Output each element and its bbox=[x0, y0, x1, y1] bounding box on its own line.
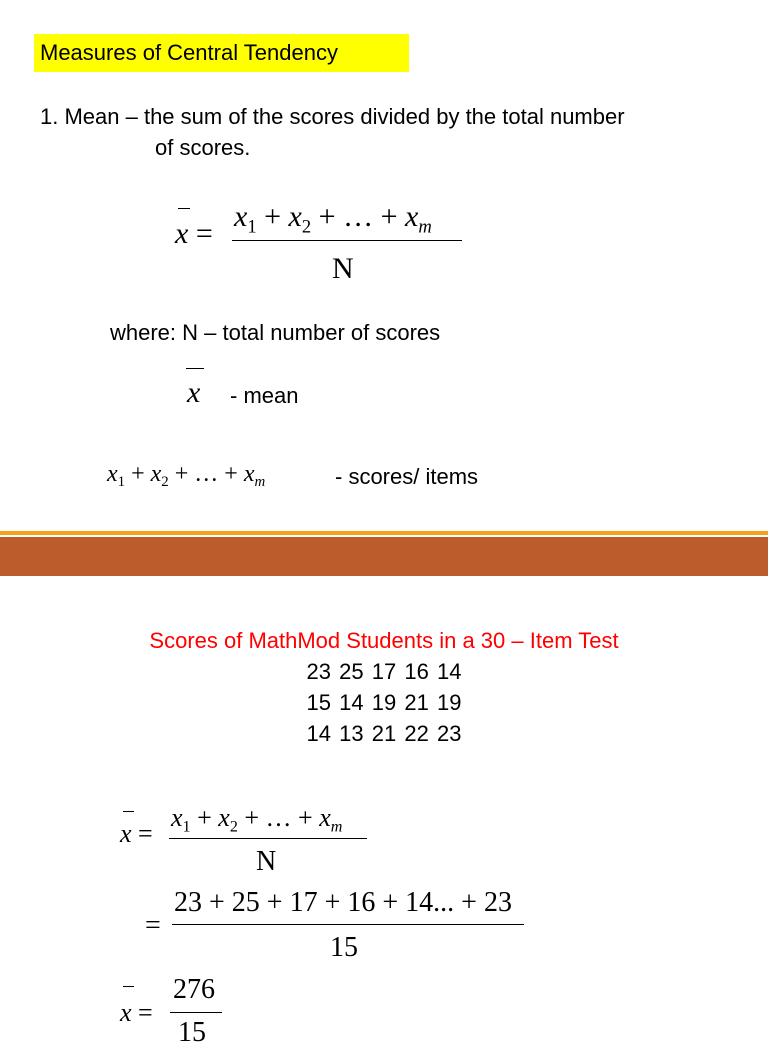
legend-mean: - mean bbox=[230, 383, 299, 408]
legend-scores-expression: $x_1 + x_2$ + … + $x_m$ bbox=[107, 461, 266, 491]
mean-formula-numerator: $x_1 + x_2$ + … + $x_m$ bbox=[171, 803, 343, 836]
mean-result-lhs: x = bbox=[120, 998, 153, 1027]
scores-title: Scores of MathMod Students in a 30 – Item Test bbox=[149, 628, 619, 653]
mean-formula-denominator: N bbox=[332, 252, 354, 285]
mean-formula-general bbox=[115, 795, 385, 885]
mean-definition-line2: of scores. bbox=[155, 135, 251, 160]
scores-row: 14 13 21 22 23 bbox=[306, 721, 462, 746]
substitution-numerator: 23 + 25 + 17 + 16 + 14... + 23 bbox=[174, 887, 512, 918]
xbar-overline bbox=[123, 986, 134, 987]
mean-result bbox=[115, 970, 275, 1048]
mean-formula-fraction-bar bbox=[232, 240, 462, 241]
xbar-overline bbox=[186, 368, 204, 369]
scores-row: 15 14 19 21 19 bbox=[306, 690, 462, 715]
xbar-overline bbox=[178, 208, 190, 209]
substitution-fraction-bar bbox=[172, 924, 524, 925]
mean-result-fraction-bar bbox=[170, 1012, 222, 1013]
legend-n: where: N – total number of scores bbox=[110, 320, 441, 345]
mean-formula-numerator: $x_1 + x_2$ + … + $x_m$ bbox=[234, 200, 432, 238]
scores-row: 23 25 17 16 14 bbox=[306, 659, 462, 684]
substitution-denominator: 15 bbox=[330, 932, 358, 963]
mean-result-numerator: 276 bbox=[173, 974, 215, 1005]
divider-line bbox=[0, 531, 768, 535]
mean-definition-line1: 1. Mean – the sum of the scores divided by the total number bbox=[40, 104, 625, 129]
divider-band bbox=[0, 537, 768, 576]
mean-formula bbox=[170, 190, 470, 290]
slide-title: Measures of Central Tendency bbox=[40, 40, 338, 65]
xbar-overline bbox=[123, 811, 134, 812]
legend-mean-symbol: x bbox=[184, 362, 214, 412]
mean-formula-lhs: x = bbox=[175, 217, 213, 250]
substitution-eq-sign: = bbox=[145, 910, 161, 941]
legend-scores: - scores/ items bbox=[335, 464, 479, 489]
mean-formula-lhs: x = bbox=[120, 819, 153, 848]
mean-result-denominator: 15 bbox=[178, 1017, 206, 1048]
mean-formula-fraction-bar bbox=[169, 838, 367, 839]
mean-formula-denominator: N bbox=[256, 846, 277, 877]
